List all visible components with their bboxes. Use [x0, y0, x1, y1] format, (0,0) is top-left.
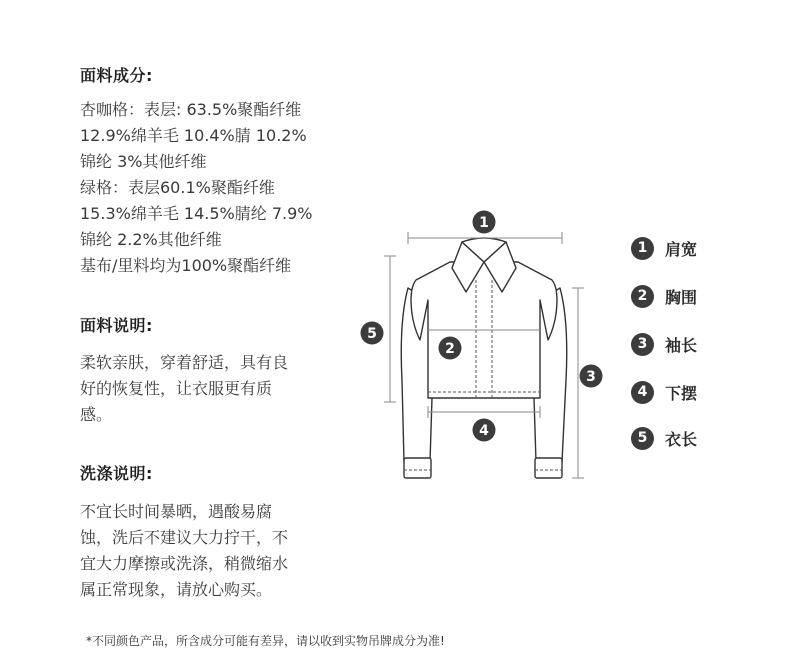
- legend-item-sleeve-length: [631, 332, 697, 356]
- jacket-measurement-diagram: [355, 205, 615, 495]
- marker-5-number: 5: [367, 326, 377, 342]
- fabric-line: 12.9%绵羊毛 10.4%腈 10.2%: [80, 126, 307, 145]
- legend-item-body-length: [631, 426, 697, 450]
- legend-label: 胸围: [665, 287, 698, 307]
- fabric-line: 锦纶 3%其他纤维: [80, 152, 207, 171]
- marker-1-number: 1: [479, 215, 489, 231]
- fabric-description-text: [80, 350, 288, 428]
- right-cuff: [535, 458, 562, 478]
- left-cuff: [404, 458, 431, 478]
- description-line: 好的恢复性，让衣服更有质: [80, 379, 273, 398]
- washing-line: 宜大力摩擦或洗涤，稍微缩水: [80, 554, 289, 573]
- description-line: 柔软亲肤，穿着舒适，具有良: [80, 353, 289, 372]
- legend-number-badge: 1: [631, 237, 654, 260]
- fabric-description-heading: 面料说明:: [80, 316, 153, 335]
- washing-instructions-heading: 洗涤说明:: [80, 464, 153, 483]
- legend-number-badge: 4: [631, 381, 654, 404]
- legend-number-badge: 5: [631, 427, 654, 450]
- color-disclaimer-footnote: *不同颜色产品，所含成分可能有差异，请以收到实物吊牌成分为准!: [86, 634, 445, 648]
- washing-instructions-text: [80, 499, 288, 603]
- washing-line: 不宜长时间暴晒，遇酸易腐: [80, 502, 273, 521]
- fabric-line: 基布/里料均为100%聚酯纤维: [80, 256, 292, 275]
- marker-2-number: 2: [445, 341, 455, 357]
- fabric-composition-heading: 面料成分:: [80, 66, 153, 85]
- legend-item-shoulder-width: [631, 236, 697, 260]
- legend-label: 袖长: [665, 335, 698, 355]
- washing-line: 蚀，洗后不建议大力拧干，不: [80, 528, 289, 547]
- marker-4-number: 4: [479, 423, 489, 439]
- marker-3-number: 3: [586, 369, 596, 385]
- description-line: 感。: [80, 405, 113, 424]
- legend-item-hem: [631, 380, 697, 404]
- legend-number-badge: 2: [631, 285, 654, 308]
- fabric-line: 杏咖格：表层: 63.5%聚酯纤维: [80, 100, 302, 119]
- legend-item-chest: [631, 284, 697, 308]
- fabric-line: 15.3%绵羊毛 14.5%腈纶 7.9%: [80, 204, 313, 223]
- legend-label: 肩宽: [665, 239, 698, 259]
- legend-number-badge: 3: [631, 333, 654, 356]
- washing-line: 属正常现象，请放心购买。: [80, 580, 273, 599]
- fabric-composition-text: [80, 97, 312, 279]
- legend-label: 衣长: [665, 429, 698, 449]
- fabric-line: 绿格：表层60.1%聚酯纤维: [80, 178, 275, 197]
- fabric-line: 锦纶 2.2%其他纤维: [80, 230, 222, 249]
- legend-label: 下摆: [665, 383, 698, 403]
